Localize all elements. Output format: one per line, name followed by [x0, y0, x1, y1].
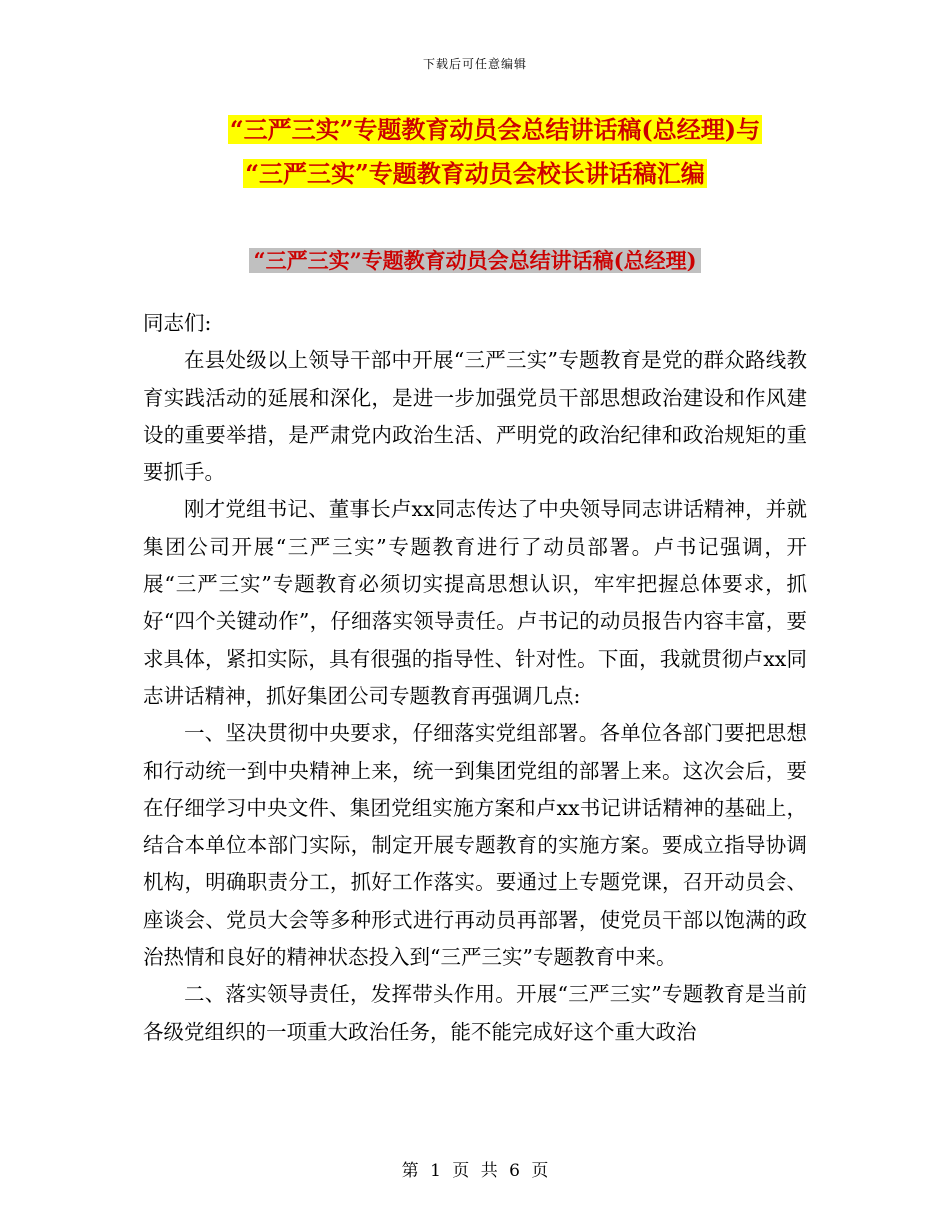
header-note: 下载后可任意编辑 [422, 57, 527, 71]
paragraph-4: 二、落实领导责任，发挥带头作用。开展“三严三实”专题教育是当前各级党组织的一项重大政治任务，能不能完成好这个重大政治 [143, 982, 807, 1044]
document-title-line-2-text: “三严三实”专题教育动员会校长讲话稿汇编 [245, 159, 705, 188]
paragraph-1: 在县处级以上领导干部中开展“三严三实”专题教育是党的群众路线教育实践活动的延展和深化，是进一步加强党员干部思想政治建设和作风建设的重要举措，是严肃党内政治生活、严明党的政治纪律和政治规矩的重要抓手。 [143, 348, 807, 485]
paragraph-2: 刚才党组书记、董事长卢xx同志传达了中央领导同志讲话精神，并就集团公司开展“三严三实”专题教育进行了动员部署。卢书记强调，开展“三严三实”专题教育必须切实提高思想认识，牢牢把握总体要求，抓好“四个关键动作”，仔细落实领导责任。卢书记的动员报告内容丰富，要求具体，紧扣实际，具有很强的指导性、针对性。下面，我就贯彻卢xx同志讲话精神，抓好集团公司专题教育再强调几点: [143, 497, 807, 708]
document-title-line-1-text: “三严三实”专题教育动员会总结讲话稿(总经理)与 [229, 115, 761, 144]
section-title [0, 244, 950, 278]
document-title-line-2 [0, 154, 950, 194]
paragraph-3: 一、坚决贯彻中央要求，仔细落实党组部署。各单位各部门要把思想和行动统一到中央精神上来，统一到集团党组的部署上来。这次会后，要在仔细学习中央文件、集团党组实施方案和卢xx书记讲话精神的基础上，结合本单位本部门实际，制定开展专题教育的实施方案。要成立指导协调机构，明确职责分工，抓好工作落实。要通过上专题党课，召开动员会、座谈会、党员大会等多种形式进行再动员再部署，使党员干部以饱满的政治热情和良好的精神状态投入到“三严三实”专题教育中来。 [143, 721, 807, 970]
document-title-line-1 [0, 110, 950, 150]
greeting: 同志们: [143, 311, 212, 335]
section-title-text: “三严三实”专题教育动员会总结讲话稿(总经理) [249, 248, 700, 273]
document-body [143, 305, 807, 1051]
page-number: 第 1 页 共 6 页 [401, 1161, 549, 1181]
